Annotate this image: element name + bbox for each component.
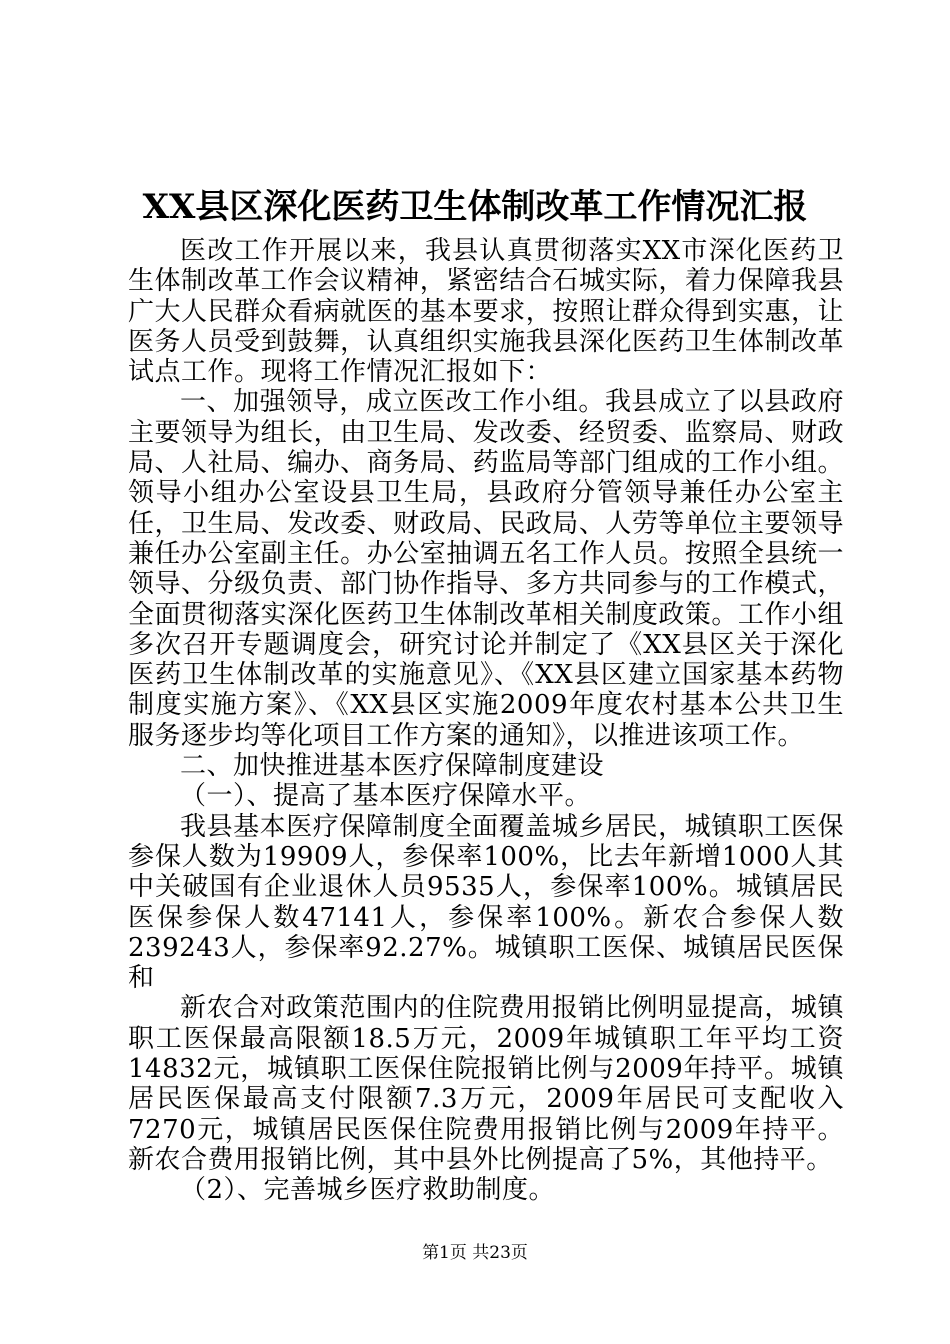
coverage-paragraph: 我县基本医疗保障制度全面覆盖城乡居民，城镇职工医保参保人数为19909人，参保率100%，比去年新增1000人其中关破国有企业退休人员9535人，参保率100%。城镇居民医保参保人数47141人，参保率100%。新农合参保人数239243人，参保率92.27%。城镇职工医保、城镇居民医保和 <box>128 811 844 994</box>
document-title: XX县区深化医药卫生体制改革工作情况汇报 <box>142 187 808 227</box>
subsection-2-heading: （2）、完善城乡医疗救助制度。 <box>180 1175 556 1206</box>
page-indicator: 第1页 共23页 <box>422 1243 528 1263</box>
section-1-paragraph: 一、加强领导，成立医改工作小组。我县成立了以县政府主要领导为组长，由卫生局、发改委、经贸委、监察局、财政局、人社局、编办、商务局、药监局等部门组成的工作小组。领导小组办公室设县卫生局，县政府分管领导兼任办公室主任，卫生局、发改委、财政局、民政局、人劳等单位主要领导兼任办公室副主任。办公室抽调五名工作人员。按照全县统一领导、分级负责、部门协作指导、多方共同参与的工作模式，全面贯彻落实深化医药卫生体制改革相关制度政策。工作小组多次召开专题调度会，研究讨论并制定了《XX县区关于深化医药卫生体制改革的实施意见》、《XX县区建立国家基本药物制度实施方案》、《XX县区实施2009年度农村基本公共卫生服务逐步均等化项目工作方案的通知》，以推进该项工作。 <box>128 387 844 751</box>
subsection-1-heading: （一）、提高了基本医疗保障水平。 <box>180 781 592 812</box>
reimbursement-paragraph: 新农合对政策范围内的住院费用报销比例明显提高，城镇职工医保最高限额18.5万元，2009年城镇职工年平均工资14832元，城镇职工医保住院报销比例与2009年持平。城镇居民医保最高支付限额7.3万元，2009年居民可支配收入7270元，城镇居民医保住院费用报销比例与2009年持平。新农合费用报销比例，其中县外比例提高了5%，其他持平。 <box>128 993 844 1175</box>
section-2-heading: 二、加快推进基本医疗保障制度建设 <box>180 751 605 782</box>
document-body <box>128 236 844 1206</box>
page-footer <box>0 1240 950 1266</box>
intro-paragraph: 医改工作开展以来，我县认真贯彻落实XX市深化医药卫生体制改革工作会议精神，紧密结合石城实际，着力保障我县广大人民群众看病就医的基本要求，按照让群众得到实惠，让医务人员受到鼓舞，认真组织实施我县深化医药卫生体制改革试点工作。现将工作情况汇报如下： <box>128 236 844 388</box>
